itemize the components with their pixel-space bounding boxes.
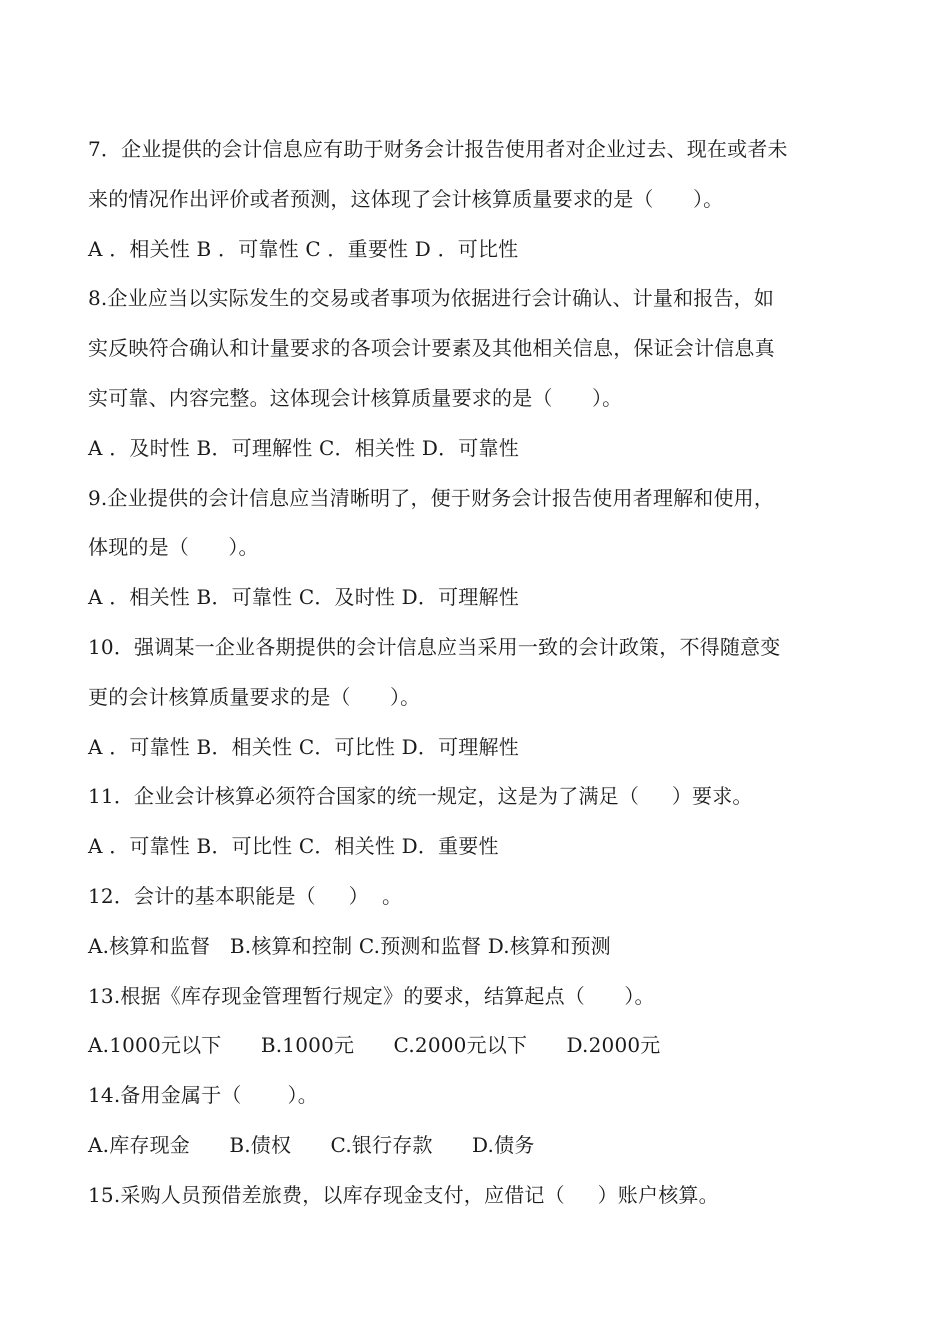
question-8-options: A ．及时性 B．可理解性 C．相关性 D．可靠性 <box>88 435 519 460</box>
question-14-line-1: 14.备用金属于（ ）。 <box>88 1083 318 1108</box>
question-13-options: A.1000元以下 B.1000元 C.2000元以下 D.2000元 <box>88 1033 661 1058</box>
question-10-line-1: 10．强调某一企业各期提供的会计信息应当采用一致的会计政策，不得随意变 <box>88 634 781 659</box>
question-7-options: A ．相关性 B ．可靠性 C ．重要性 D ．可比性 <box>88 236 519 261</box>
question-10-options: A ．可靠性 B．相关性 C．可比性 D．可理解性 <box>88 734 519 759</box>
question-9-line-1: 9.企业提供的会计信息应当清晰明了，便于财务会计报告使用者理解和使用， <box>88 485 775 510</box>
question-9-line-2: 体现的是（ ）。 <box>88 535 259 560</box>
question-7-line-1: 7．企业提供的会计信息应有助于财务会计报告使用者对企业过去、现在或者未 <box>88 137 788 161</box>
question-8-line-3: 实可靠、内容完整。这体现会计核算质量要求的是（ ）。 <box>88 385 623 410</box>
question-14-options: A.库存现金 B.债权 C.银行存款 D.债务 <box>88 1132 535 1157</box>
question-12-line-1: 12．会计的基本职能是（ ） 。 <box>88 883 403 908</box>
question-11-line-1: 11．企业会计核算必须符合国家的统一规定，这是为了满足（ ）要求。 <box>88 784 753 809</box>
question-15-line-1: 15.采购人员预借差旅费，以库存现金支付，应借记（ ）账户核算。 <box>88 1182 719 1207</box>
question-11-options: A ．可靠性 B．可比性 C．相关性 D．重要性 <box>88 834 499 859</box>
document-body <box>88 125 868 1221</box>
question-13-line-1: 13.根据《库存现金管理暂行规定》的要求，结算起点（ ）。 <box>88 983 655 1008</box>
question-12-options: A.核算和监督 B.核算和控制 C.预测和监督 D.核算和预测 <box>88 933 611 958</box>
question-8-line-1: 8.企业应当以实际发生的交易或者事项为依据进行会计确认、计量和报告，如 <box>88 286 775 311</box>
question-7-line-2: 来的情况作出评价或者预测，这体现了会计核算质量要求的是（ ）。 <box>88 186 724 211</box>
question-10-line-2: 更的会计核算质量要求的是（ ）。 <box>88 684 421 709</box>
question-9-options: A ．相关性 B．可靠性 C．及时性 D．可理解性 <box>88 585 519 610</box>
question-8-line-2: 实反映符合确认和计量要求的各项会计要素及其他相关信息，保证会计信息真 <box>88 336 775 361</box>
